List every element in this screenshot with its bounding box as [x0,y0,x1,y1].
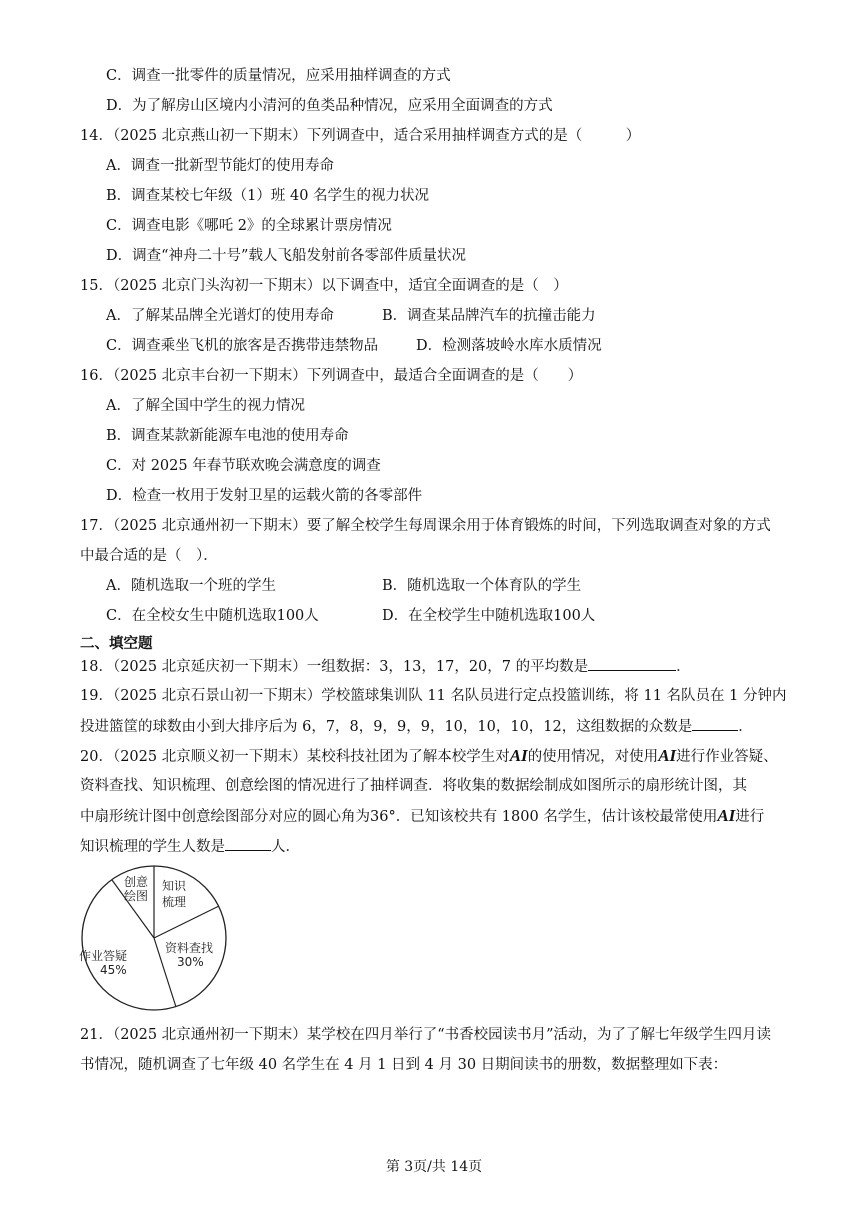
slice-label: 知识 [162,879,187,893]
q15-stem: 15．（2025 北京门头沟初一下期末）以下调查中，适宜全面调查的是（ ） [80,278,568,294]
slice-value: 30% [177,955,204,969]
q16-option-c: C．对 2025 年春节联欢晚会满意度的调查 [106,458,381,474]
q21-stem-line2: 书情况，随机调查了七年级 40 名学生在 4 月 1 日到 4 月 30 日期间读书的册数，数据整理如下表： [80,1057,728,1073]
slice-label: 梳理 [162,895,187,909]
slice-value: 45% [100,963,127,977]
q20-text-f: 知识梳理的学生人数是 [80,839,225,855]
q20-stem-line3 [80,806,764,827]
q20-text-e: 进行 [735,809,765,825]
q19-text: 投进篮筐的球数由小到大排序后为 6，7，8，9，9，9，10，10，10，12，这组数据的众数是 [80,719,693,735]
q20-stem-line2: 资料查找、知识梳理、创意绘图的情况进行了抽样调查．将收集的数据绘制成如图所示的扇形统计图，其 [80,778,747,794]
q18-end: ． [676,659,691,675]
q15-option-d: D．检测落坡岭水库水质情况 [416,338,602,354]
q17-option-b: B．随机选取一个体育队的学生 [382,578,582,594]
q16-stem: 16．（2025 北京丰台初一下期末）下列调查中，最适合全面调查的是（ ） [80,368,583,384]
q20-end: 人． [271,839,300,855]
answer-blank [692,716,738,731]
q20-text-a: 20．（2025 北京顺义初一下期末）某校科技社团为了解本校学生对 [80,749,510,765]
q16-option-a: A．了解全国中学生的视力情况 [106,398,305,414]
q21-stem-line1: 21．（2025 北京通州初一下期末）某学校在四月举行了“书香校园读书月”活动，为了了解七年级学生四月读 [80,1027,772,1043]
ai-term: AI [509,746,528,765]
q20-text-d: 中扇形统计图中创意绘图部分对应的圆心角为36°．已知该校共有 1800 名学生，估计该校最常使用 [80,809,718,825]
pie-divider [154,906,219,938]
q18-stem [80,656,691,677]
q17-option-c: C．在全校女生中随机选取100人 [106,608,319,624]
q19-stem-line1: 19．（2025 北京石景山初一下期末）学校篮球集训队 11 名队员进行定点投篮训练，将 11 名队员在 1 分钟内 [80,688,787,704]
q20-stem-line1 [80,746,778,767]
q14-option-d: D．调查“神舟二十号”载人飞船发射前各零部件质量状况 [106,248,466,264]
slice-label: 作业答疑 [79,949,128,963]
q13-option-c: C．调查一批零件的质量情况，应采用抽样调查的方式 [106,68,451,84]
q17-stem-line1: 17．（2025 北京通州初一下期末）要了解全校学生每周课余用于体育锻炼的时间，下列选取调查对象的方式 [80,518,771,534]
answer-blank [588,656,676,671]
section-heading: 二、填空题 [80,636,153,652]
q16-option-b: B．调查某款新能源车电池的使用寿命 [106,428,349,444]
q17-option-d: D．在全校学生中随机选取100人 [382,608,596,624]
ai-term: AI [658,746,677,765]
q18-text: 18．（2025 北京延庆初一下期末）一组数据：3，13，17，20，7 的平均数是 [80,659,589,675]
q14-stem: 14．（2025 北京燕山初一下期末）下列调查中，适合采用抽样调查方式的是（ ） [80,128,641,144]
slice-label: 绘图 [124,889,149,903]
page-footer: 第 3页/共 14页 [385,1159,483,1175]
q15-option-a: A．了解某品牌全光谱灯的使用寿命 [106,308,334,324]
ai-term: AI [717,806,736,825]
q20-stem-line4 [80,836,300,857]
q20-text-b: 的使用情况，对使用 [527,749,659,765]
q14-option-c: C．调查电影《哪吒 2》的全球累计票房情况 [106,218,392,234]
q15-option-c: C．调查乘坐飞机的旅客是否携带违禁物品 [106,338,379,354]
q13-option-d: D．为了解房山区境内小清河的鱼类品种情况，应采用全面调查的方式 [106,98,553,114]
slice-label: 创意 [124,875,149,889]
q17-option-a: A．随机选取一个班的学生 [106,578,276,594]
q17-stem-line2: 中最合适的是（ ）． [80,548,218,564]
q19-stem-line2 [80,716,753,737]
q14-option-a: A．调查一批新型节能灯的使用寿命 [106,158,334,174]
q20-text-c: 进行作业答疑、 [676,749,778,765]
answer-blank [225,836,271,851]
q14-option-b: B．调查某校七年级（1）班 40 名学生的视力状况 [106,188,430,204]
q19-end: ． [738,719,753,735]
slice-label: 资料查找 [165,941,214,955]
pie-chart [76,862,236,1012]
q16-option-d: D．检查一枚用于发射卫星的运载火箭的各零部件 [106,488,423,504]
q15-option-b: B．调查某品牌汽车的抗撞击能力 [382,308,596,324]
